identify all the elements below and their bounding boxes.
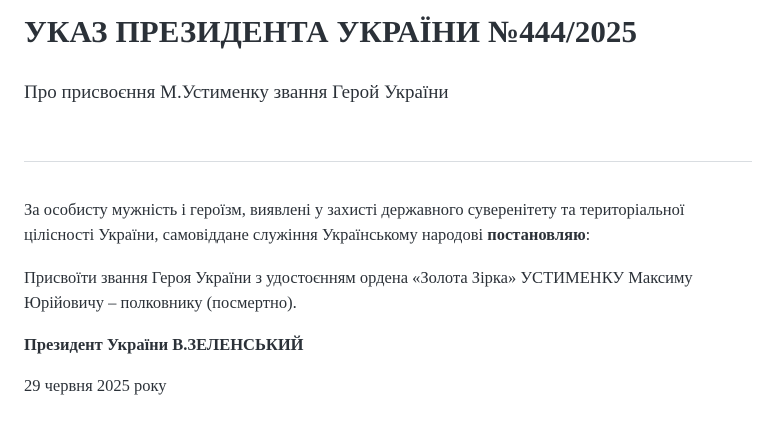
document-body <box>24 170 752 399</box>
preamble-colon: : <box>585 225 591 245</box>
page-title: УКАЗ ПРЕЗИДЕНТА УКРАЇНИ №444/2025 <box>24 14 638 49</box>
preamble-text: За особисту мужність і героїзм, виявлені у захисті державного суверенітету та територіальної цілісності України, самовіддане служіння Українському народові <box>24 200 685 245</box>
signature-line: Президент України В.ЗЕЛЕНСЬКИЙ <box>24 335 304 355</box>
document-subtitle: Про присвоєння М.Устименку звання Герой України <box>24 81 449 103</box>
paragraph-preamble <box>24 198 752 248</box>
paragraph-award: Присвоїти звання Героя України з удостоєнням ордена «Золота Зірка» УСТИМЕНКУ Максиму Юрійовичу – полковнику (посмертно). <box>24 267 693 312</box>
document-date: 29 червня 2025 року <box>24 376 167 396</box>
preamble-keyword: постановляю <box>487 225 586 245</box>
horizontal-divider <box>24 161 752 162</box>
